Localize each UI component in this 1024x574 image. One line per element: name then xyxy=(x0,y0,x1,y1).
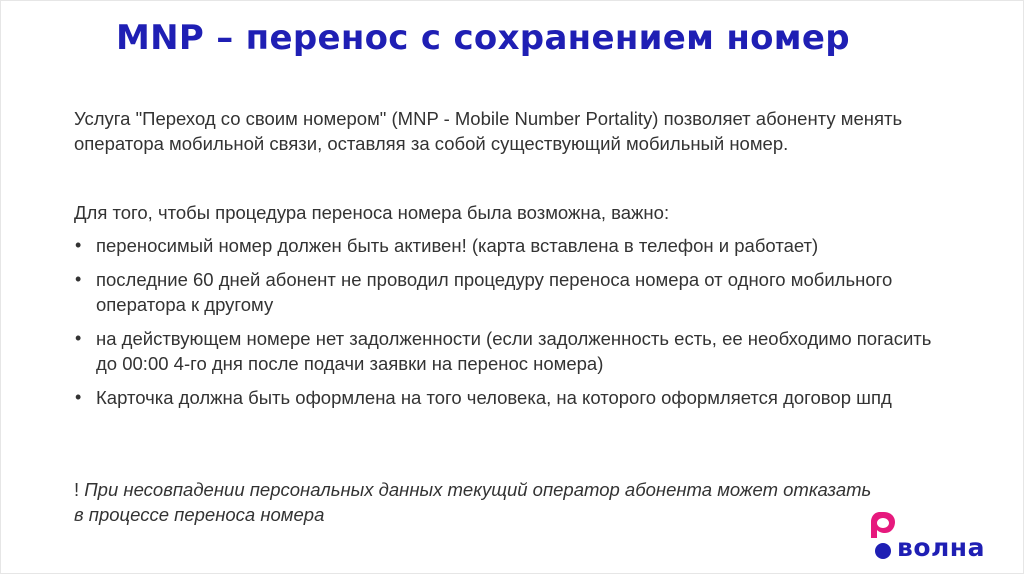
bullet-icon: • xyxy=(75,269,82,289)
list-item xyxy=(74,233,954,258)
list-item xyxy=(74,326,954,376)
conditions-list xyxy=(74,233,954,419)
list-item-text: переносимый номер должен быть активен! (карта вставлена в телефон и работает) xyxy=(96,235,819,256)
list-item xyxy=(74,385,954,410)
warning-text: При несовпадении персональных данных текущий оператор абонента может отказать в процессе переноса номера xyxy=(74,479,872,525)
exclamation-mark: ! xyxy=(74,479,80,500)
list-item-text: последние 60 дней абонент не проводил процедуру переноса номера от одного мобильного оператора к другому xyxy=(96,269,893,315)
bullet-icon: • xyxy=(75,235,82,255)
logo-blue-dot xyxy=(875,543,891,559)
list-item-text: на действующем номере нет задолженности (если задолженность есть, ее необходимо погасить до 00:00 4-го дня после подачи заявки на перенос номера) xyxy=(96,328,932,374)
logo-text: волна xyxy=(897,533,985,562)
bullet-icon: • xyxy=(75,387,82,407)
logo-pink-mark xyxy=(871,512,895,538)
warning-note xyxy=(74,477,874,527)
conditions-lead: Для того, чтобы процедура переноса номера была возможна, важно: xyxy=(74,202,670,223)
list-item-text: Карточка должна быть оформлена на того человека, на которого оформляется договор шпд xyxy=(96,387,892,408)
list-item xyxy=(74,267,954,317)
intro-paragraph: Услуга "Переход со своим номером" (MNP - Mobile Number Portality) позволяет абоненту менять оператора мобильной связи, оставляя за собой существующий мобильный номер. xyxy=(74,108,903,154)
slide-title: MNP – перенос с сохранением номер xyxy=(116,18,850,58)
bullet-icon: • xyxy=(75,328,82,348)
